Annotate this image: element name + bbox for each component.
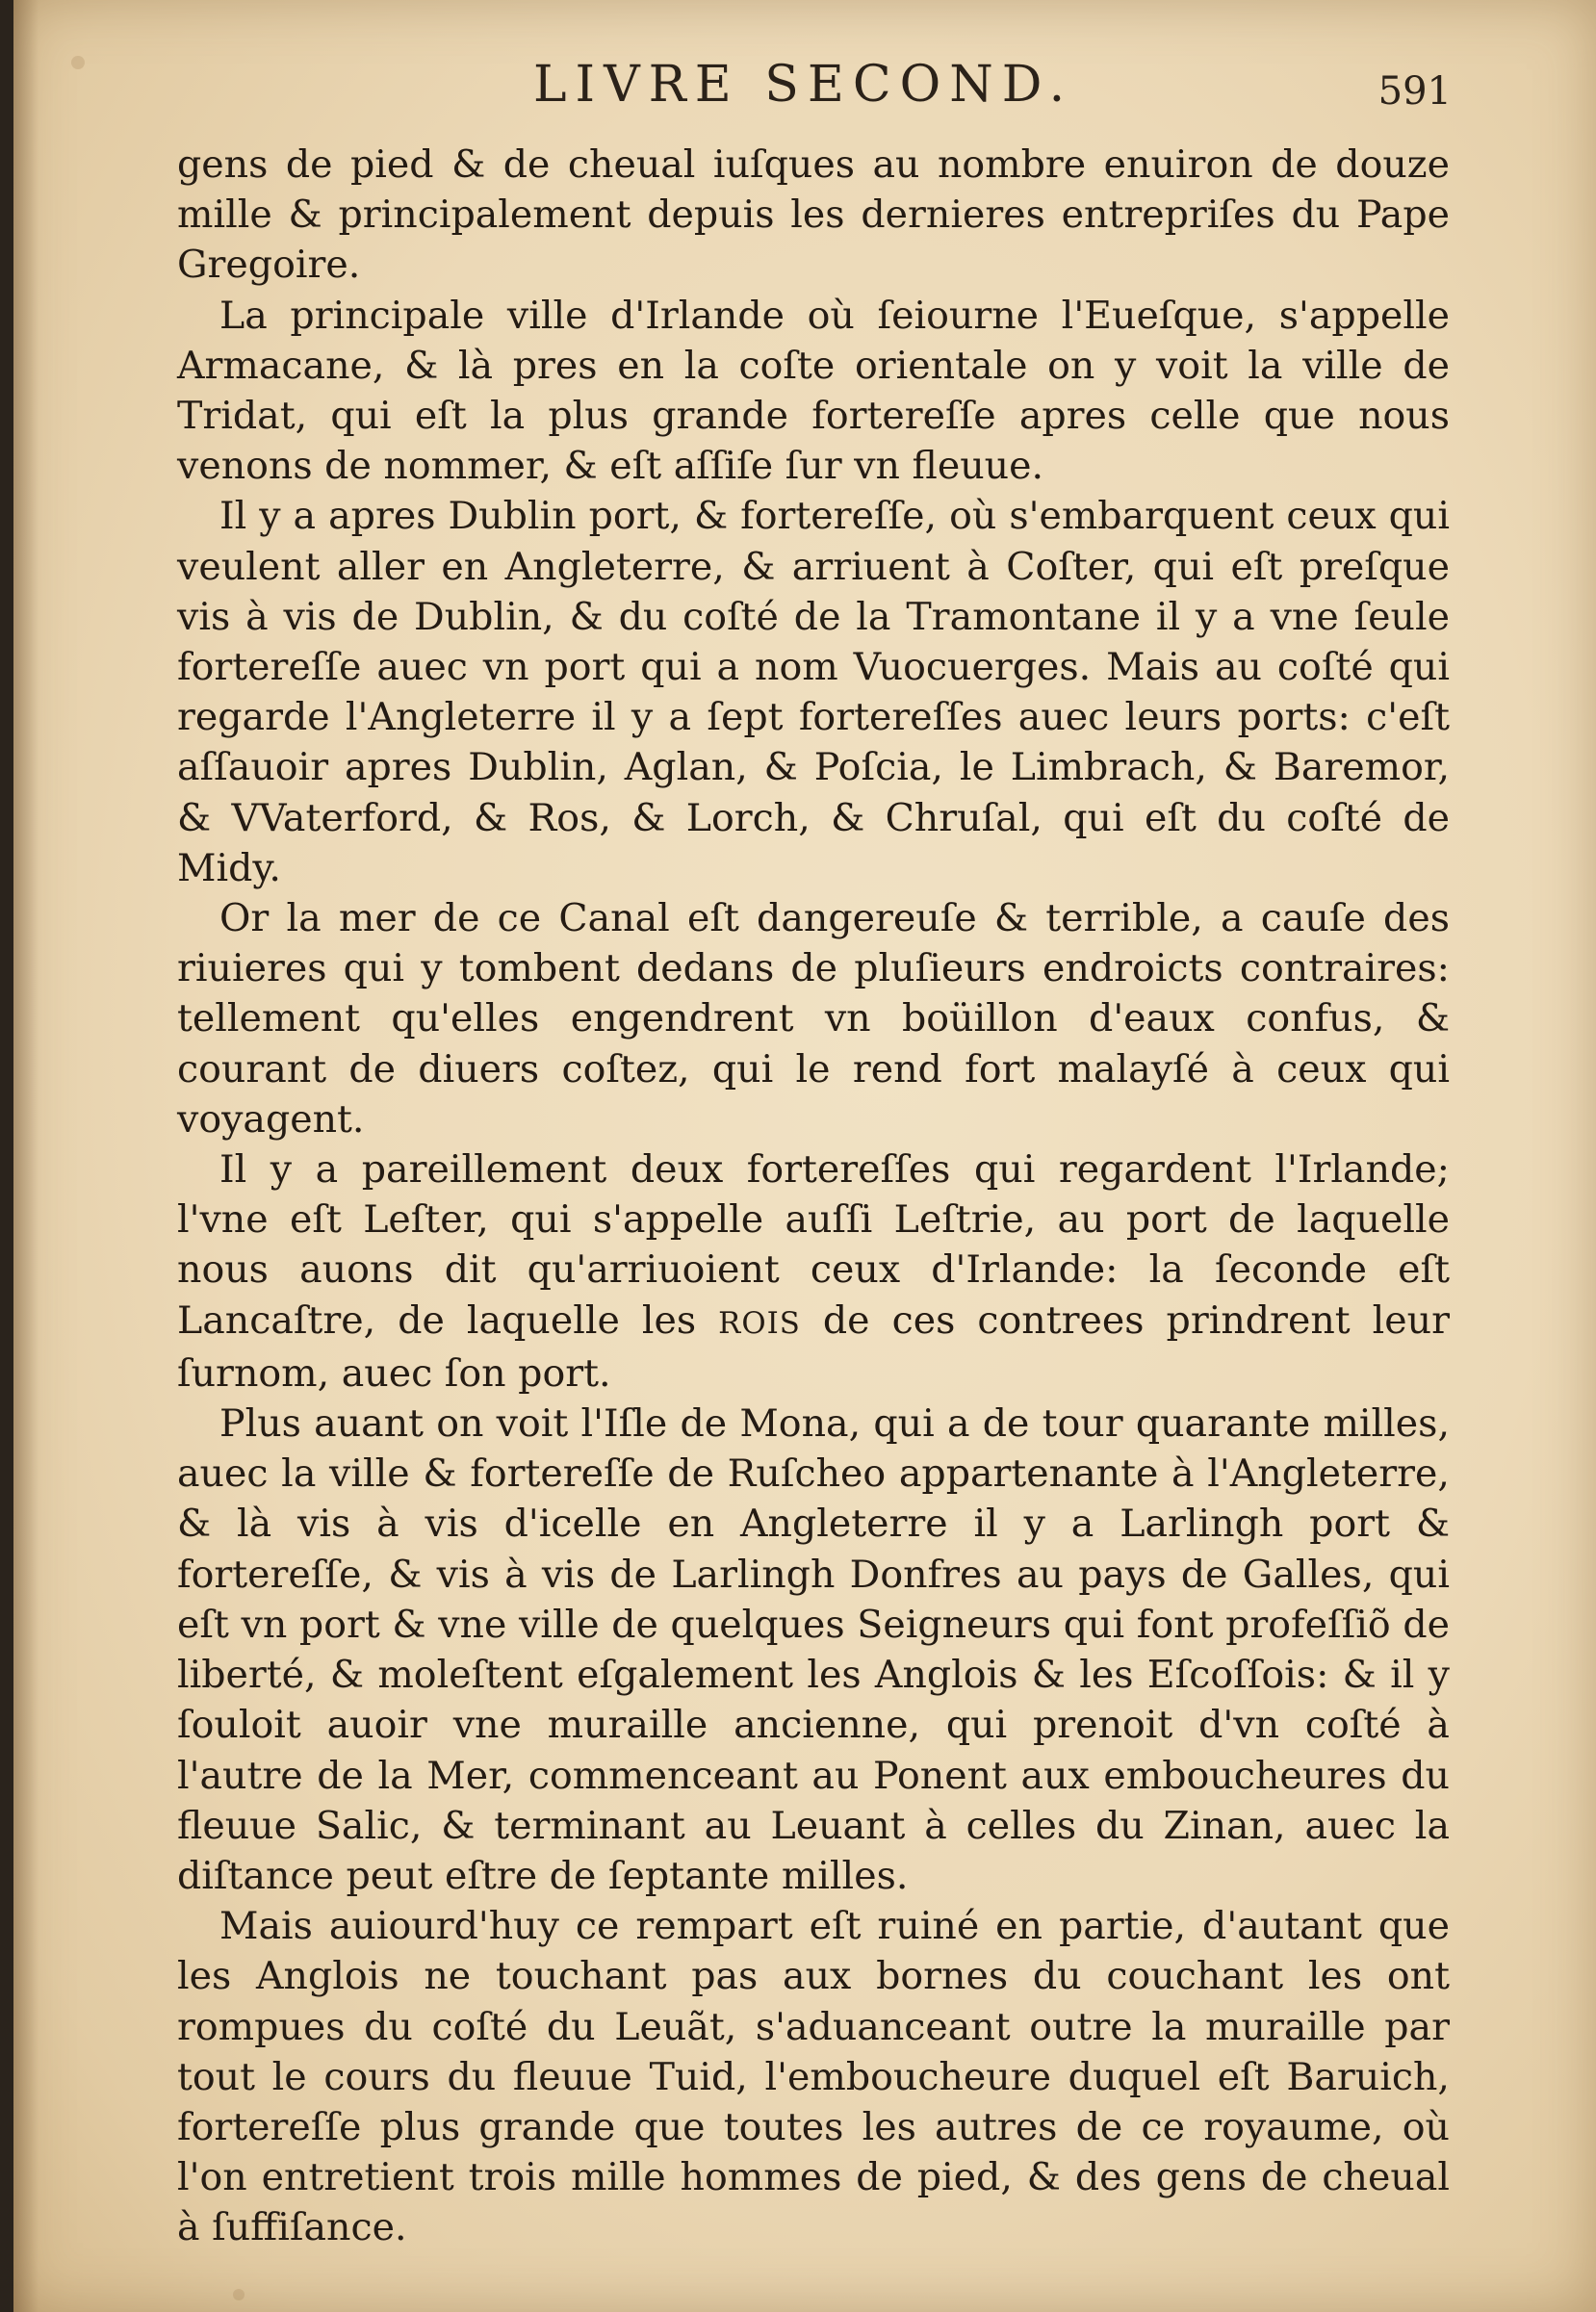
- body-text: [177, 140, 1450, 2253]
- paragraph-1: gens de pied & de cheual iuſques au nombre enuiron de douze mille & principalement depuis les dernieres entrepriſes du Pape Gregoire.: [177, 142, 1450, 288]
- paragraph-5-text-b: de ces contrees prindrent leur ſurnom, auec ſon port.: [177, 1297, 1450, 1396]
- paper-stain: [233, 2289, 245, 2300]
- paragraph-7: Mais auiourd'huy ce rempart eſt ruiné en partie, d'autant que les Anglois ne touchant pas aux bornes du couchant les ont rompues du coſté du Leuãt, s'aduanceant outre la muraille par tout le cours du fleuue Tuid, l'emboucheure duquel eſt Baruich, fortereſſe plus grande que toutes les autres de ce royaume, où l'on entretient trois mille hommes de pied, & des gens de cheual à ſuffiſance.: [177, 1904, 1450, 2250]
- paragraph-3: Il y a apres Dublin port, & fortereſſe, où s'embarquent ceux qui veulent aller en Angleterre, & arriuent à Coſter, qui eſt preſque vis à vis de Dublin, & du coſté de la Tramontane il y a vne ſeule fortereſſe auec vn port qui a nom Vuocuerges. Mais au coſté qui regarde l'Angleterre il y a ſept fortereſſes auec leurs ports: c'eſt aſſauoir apres Dublin, Aglan, & Poſcia, le Limbrach, & Baremor, & VVaterford, & Ros, & Lorch, & Chruſal, qui eſt du coſté de Midy.: [177, 494, 1450, 890]
- paragraph-6: Plus auant on voit l'Iſle de Mona, qui a de tour quarante milles, auec la ville & fortereſſe de Ruſcheo appartenante à l'Angleterre, & là vis à vis d'icelle en Angleterre il y a Larlingh port & fortereſſe, & vis à vis de Larlingh Donfres au pays de Galles, qui eſt vn port & vne ville de quelques Seigneurs qui font profeſſiõ de liberté, & moleſtent eſgalement les Anglois & les Eſcoſſois: & il y ſouloit auoir vne muraille ancienne, qui prenoit d'vn coſté à l'autre de la Mer, commenceant au Ponent aux emboucheures du fleuue Salic, & terminant au Leuant à celles du Zinan, auec la diſtance peut eſtre de ſeptante milles.: [177, 1401, 1450, 1898]
- paragraph-5: [177, 1144, 1450, 1399]
- paragraph-4: Or la mer de ce Canal eſt dangereuſe & terrible, a cauſe des riuieres qui y tombent dedans de pluſieurs endroicts contraires: tellement qu'elles engendrent vn boüillon d'eaux confus, & courant de diuers coſtez, qui le rend fort malayſé à ceux qui voyagent.: [177, 896, 1450, 1142]
- paper-stain: [71, 56, 85, 69]
- small-caps-rois: ROIS: [718, 1305, 801, 1341]
- book-page: [13, 0, 1596, 2312]
- running-title: LIVRE SECOND.: [533, 56, 1074, 114]
- page-header: [158, 56, 1529, 123]
- page-number: 591: [1377, 69, 1452, 114]
- paragraph-5-text-a: Il y a pareillement deux fortereſſes qui regardent l'Irlande; l'vne eſt Leſter, qui s'appelle auſſi Leſtrie, au port de laquelle nous auons dit qu'arriuoient ceux d'Irlande: la ſeconde eſt Lancaſtre, de laquelle les: [177, 1147, 1450, 1343]
- paragraph-2: La principale ville d'Irlande où ſeiourne l'Eueſque, s'appelle Armacane, & là pres en la coſte orientale on y voit la ville de Tridat, qui eſt la plus grande fortereſſe apres celle que nous venons de nommer, & eſt aſſiſe ſur vn fleuue.: [177, 293, 1450, 489]
